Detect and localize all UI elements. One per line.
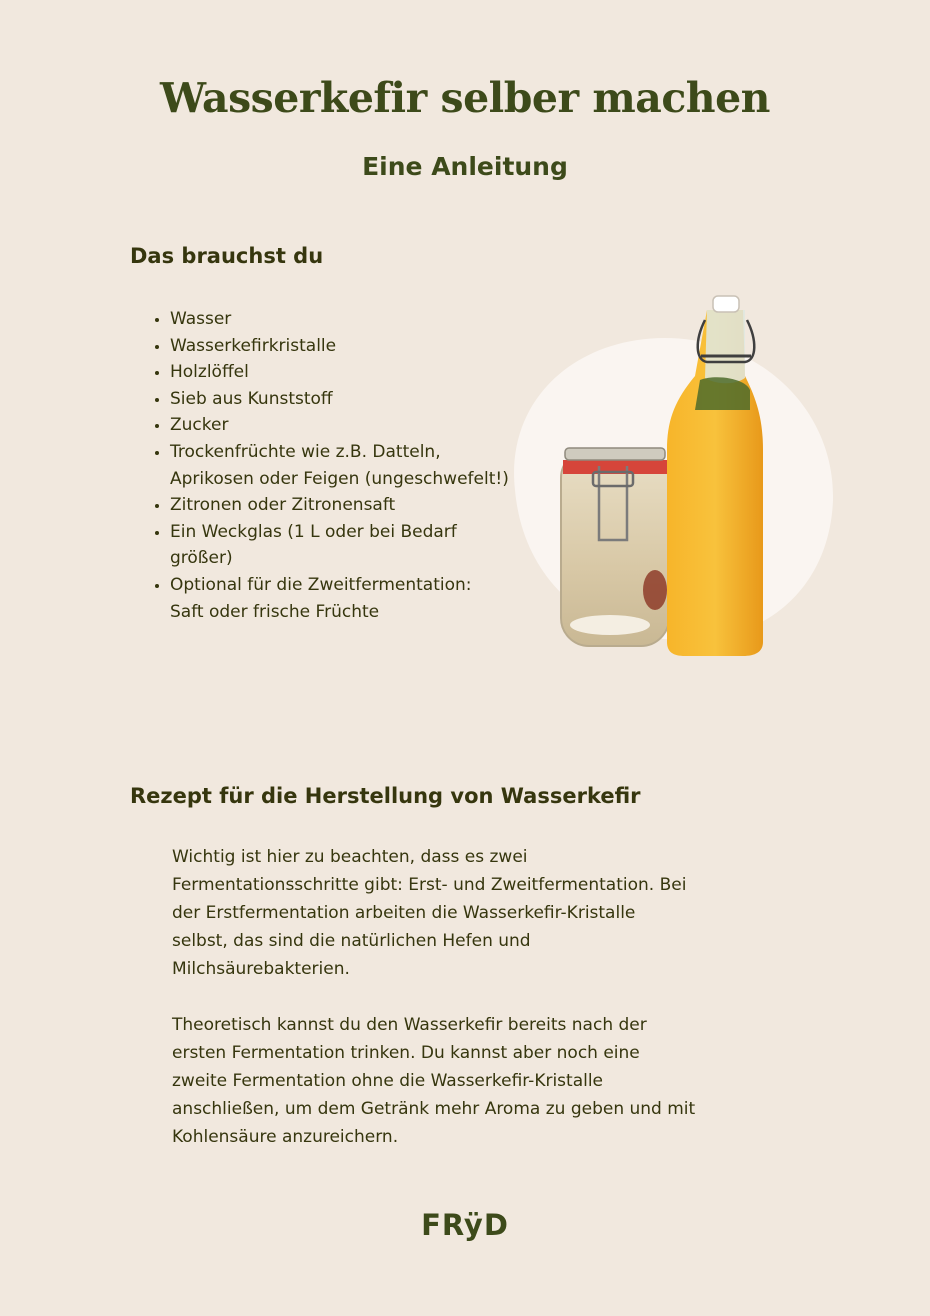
fryd-logo: FRÿD [421,1208,509,1242]
list-item: • Zitronen oder Zitronensaft [170,492,510,519]
paragraph: Theoretisch kannst du den Wasserkefir bereits nach der ersten Fermentation trinken. Du kannst aber noch eine zweite Fermentation ohne die Wasserkefir-Kristalle anschließen, um dem Getränk mehr Aroma zu geben und mit Kohlensäure anzureichern. [172,1015,696,1147]
list-item: • Sieb aus Kunststoff [170,386,510,413]
list-item: • Holzlöffel [170,359,510,386]
list-item: • Wasser [170,306,510,333]
page-title: Wasserkefir selber machen [160,74,770,122]
needs-heading: Das brauchst du [130,244,324,268]
ingredients-list [148,306,510,625]
list-item: • Optional für die Zweitfermentation: Saft oder frische Früchte [170,572,510,625]
page-subtitle: Eine Anleitung [362,152,568,181]
recipe-heading: Rezept für die Herstellung von Wasserkefir [130,784,641,808]
list-item: • Zucker [170,412,510,439]
jar-icon [561,448,669,646]
kefir-jar-and-bottle-image [495,290,840,660]
paragraph: Wichtig ist hier zu beachten, dass es zwei Fermentationsschritte gibt: Erst- und Zweitfermentation. Bei der Erstfermentation arbeiten die Wasserkefir-Kristalle selbst, das sind die natürlichen Hefen und Milchsäurebakterien. [172,847,687,979]
list-item: • Trockenfrüchte wie z.B. Datteln, Aprikosen oder Feigen (ungeschwefelt!) [170,439,510,492]
list-item: • Ein Weckglas (1 L oder bei Bedarf größer) [170,519,510,572]
list-item: • Wasserkefirkristalle [170,333,510,360]
recipe-text [172,843,772,1179]
